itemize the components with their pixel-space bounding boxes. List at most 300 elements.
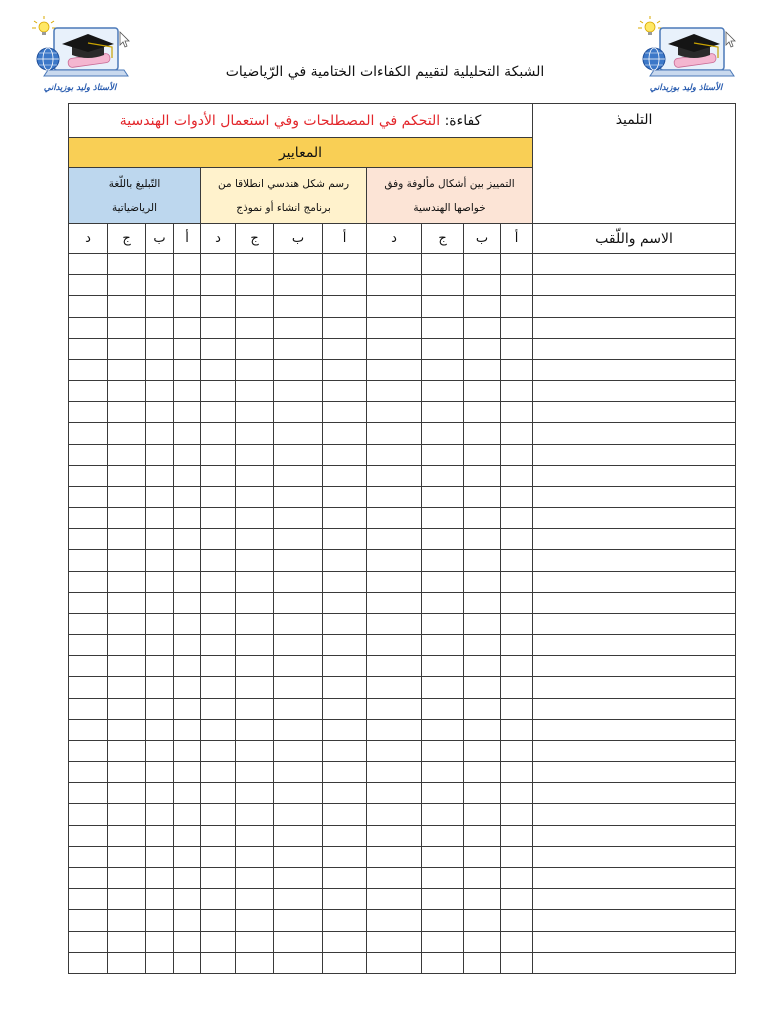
grade-mark-cell bbox=[274, 338, 323, 359]
grade-mark-cell bbox=[323, 867, 367, 888]
grade-mark-cell bbox=[501, 465, 533, 486]
grade-mark-cell bbox=[422, 296, 464, 317]
grade-mark-cell bbox=[69, 635, 108, 656]
grade-mark-cell bbox=[464, 698, 501, 719]
grade-mark-cell bbox=[367, 254, 422, 275]
lightbulb-icon bbox=[638, 16, 662, 35]
student-name-cell bbox=[533, 677, 736, 698]
grade-mark-cell bbox=[274, 783, 323, 804]
grade-mark-cell bbox=[274, 656, 323, 677]
grade-mark-cell bbox=[146, 359, 174, 380]
table-row bbox=[69, 529, 736, 550]
cursor-icon bbox=[120, 32, 129, 47]
grade-mark-cell bbox=[323, 931, 367, 952]
grade-mark-cell bbox=[201, 867, 236, 888]
table-row bbox=[69, 762, 736, 783]
grade-mark-cell bbox=[174, 254, 201, 275]
grade-mark-cell bbox=[274, 359, 323, 380]
grade-mark-cell bbox=[69, 359, 108, 380]
grade-mark-cell bbox=[464, 719, 501, 740]
grade-mark-cell bbox=[323, 402, 367, 423]
grade-mark-cell bbox=[146, 317, 174, 338]
grade-mark-cell bbox=[108, 550, 146, 571]
grade-mark-cell bbox=[367, 698, 422, 719]
student-name-cell bbox=[533, 254, 736, 275]
grade-mark-cell bbox=[422, 740, 464, 761]
grade-mark-cell bbox=[367, 296, 422, 317]
grade-mark-cell bbox=[274, 550, 323, 571]
grade-mark-cell bbox=[236, 381, 274, 402]
grade-mark-cell bbox=[464, 762, 501, 783]
grade-mark-cell bbox=[274, 529, 323, 550]
grade-mark-cell bbox=[501, 635, 533, 656]
table-row bbox=[69, 719, 736, 740]
grade-mark-cell bbox=[174, 550, 201, 571]
grade-mark-cell bbox=[108, 719, 146, 740]
grade-mark-cell bbox=[108, 910, 146, 931]
grade-mark-cell bbox=[501, 381, 533, 402]
grade-mark-cell bbox=[108, 465, 146, 486]
grade-mark-cell bbox=[323, 952, 367, 973]
grade-mark-cell bbox=[174, 677, 201, 698]
grade-mark-cell bbox=[201, 952, 236, 973]
grade-mark-cell bbox=[146, 486, 174, 507]
grade-mark-cell bbox=[501, 698, 533, 719]
grade-mark-cell bbox=[367, 613, 422, 634]
grade-mark-cell bbox=[422, 444, 464, 465]
grade-mark-cell bbox=[464, 508, 501, 529]
student-name-cell bbox=[533, 783, 736, 804]
grade-mark-cell bbox=[501, 825, 533, 846]
grade-mark-cell bbox=[146, 550, 174, 571]
table-row bbox=[69, 613, 736, 634]
grade-mark-cell bbox=[323, 381, 367, 402]
grade-mark-cell bbox=[174, 359, 201, 380]
grade-mark-cell bbox=[174, 465, 201, 486]
grade-mark-cell bbox=[201, 677, 236, 698]
criterion-text-line: التّبليغ باللّغة bbox=[108, 177, 161, 190]
grade-mark-cell bbox=[201, 889, 236, 910]
grade-mark-cell bbox=[274, 423, 323, 444]
table-row bbox=[69, 931, 736, 952]
grade-mark-cell bbox=[501, 656, 533, 677]
grade-mark-cell bbox=[422, 889, 464, 910]
grade-mark-cell bbox=[146, 846, 174, 867]
grade-mark-cell bbox=[422, 254, 464, 275]
grade-mark-cell bbox=[146, 275, 174, 296]
grade-mark-cell bbox=[422, 804, 464, 825]
grade-mark-cell bbox=[501, 444, 533, 465]
student-name-cell bbox=[533, 486, 736, 507]
grade-mark-cell bbox=[146, 529, 174, 550]
grade-mark-cell bbox=[236, 889, 274, 910]
grade-mark-cell bbox=[501, 846, 533, 867]
grade-mark-cell bbox=[501, 931, 533, 952]
grade-mark-cell bbox=[146, 254, 174, 275]
grade-mark-cell bbox=[367, 529, 422, 550]
grade-mark-cell bbox=[236, 508, 274, 529]
grade-mark-cell bbox=[236, 762, 274, 783]
table-row bbox=[69, 423, 736, 444]
grade-mark-cell bbox=[69, 444, 108, 465]
grade-mark-cell bbox=[69, 931, 108, 952]
grade-mark-cell bbox=[201, 296, 236, 317]
student-name-cell bbox=[533, 825, 736, 846]
grade-mark-cell bbox=[69, 677, 108, 698]
grade-mark-cell bbox=[501, 402, 533, 423]
grade-mark-cell bbox=[464, 613, 501, 634]
grade-mark-cell bbox=[201, 275, 236, 296]
grade-mark-cell bbox=[146, 804, 174, 825]
grade-mark-cell bbox=[464, 317, 501, 338]
grade-mark-cell bbox=[323, 910, 367, 931]
grade-mark-cell bbox=[108, 338, 146, 359]
grade-mark-cell bbox=[146, 910, 174, 931]
grade-mark-cell bbox=[367, 825, 422, 846]
grade-mark-cell bbox=[274, 889, 323, 910]
grade-mark-cell bbox=[422, 571, 464, 592]
grade-mark-cell bbox=[146, 296, 174, 317]
assessment-table bbox=[68, 103, 736, 974]
grade-mark-cell bbox=[174, 423, 201, 444]
grade-mark-cell bbox=[108, 571, 146, 592]
grade-mark-cell bbox=[69, 889, 108, 910]
grade-mark-cell bbox=[323, 635, 367, 656]
grade-mark-cell bbox=[69, 592, 108, 613]
grade-mark-cell bbox=[69, 338, 108, 359]
grade-mark-cell bbox=[274, 740, 323, 761]
grade-mark-cell bbox=[201, 317, 236, 338]
grade-mark-cell bbox=[236, 529, 274, 550]
grade-mark-cell bbox=[274, 952, 323, 973]
grade-mark-cell bbox=[274, 867, 323, 888]
grade-mark-cell bbox=[323, 465, 367, 486]
grade-mark-cell bbox=[274, 317, 323, 338]
grade-mark-cell bbox=[422, 465, 464, 486]
table-row bbox=[69, 804, 736, 825]
grade-level-header: ب bbox=[464, 224, 501, 254]
grade-mark-cell bbox=[323, 317, 367, 338]
student-name-cell bbox=[533, 656, 736, 677]
grade-mark-cell bbox=[422, 359, 464, 380]
student-name-cell bbox=[533, 444, 736, 465]
grade-mark-cell bbox=[323, 423, 367, 444]
grade-mark-cell bbox=[464, 931, 501, 952]
grade-mark-cell bbox=[201, 910, 236, 931]
grade-mark-cell bbox=[323, 338, 367, 359]
grade-mark-cell bbox=[201, 381, 236, 402]
criterion-text-line: خواصها الهندسية bbox=[413, 201, 486, 214]
grade-mark-cell bbox=[174, 508, 201, 529]
table-row bbox=[69, 677, 736, 698]
grade-mark-cell bbox=[201, 486, 236, 507]
grade-mark-cell bbox=[108, 656, 146, 677]
grade-mark-cell bbox=[274, 804, 323, 825]
grade-mark-cell bbox=[201, 592, 236, 613]
grade-mark-cell bbox=[108, 359, 146, 380]
document-title: الشبكة التحليلية لتقييم الكفاءات الختامية في الرّياضيات bbox=[225, 64, 545, 80]
grade-mark-cell bbox=[108, 486, 146, 507]
grade-mark-cell bbox=[323, 359, 367, 380]
grade-mark-cell bbox=[69, 296, 108, 317]
student-name-cell bbox=[533, 571, 736, 592]
grade-mark-cell bbox=[108, 846, 146, 867]
grade-mark-cell bbox=[323, 825, 367, 846]
grade-mark-cell bbox=[422, 338, 464, 359]
competency-value: التحكم في المصطلحات وفي استعمال الأدوات الهندسية bbox=[119, 112, 441, 129]
grade-mark-cell bbox=[367, 444, 422, 465]
grade-mark-cell bbox=[274, 635, 323, 656]
grade-mark-cell bbox=[464, 571, 501, 592]
student-name-cell bbox=[533, 762, 736, 783]
grade-mark-cell bbox=[464, 486, 501, 507]
grade-mark-cell bbox=[236, 677, 274, 698]
grade-mark-cell bbox=[323, 571, 367, 592]
grade-mark-cell bbox=[501, 889, 533, 910]
grade-mark-cell bbox=[422, 867, 464, 888]
criterion-shape-identification bbox=[367, 168, 533, 224]
grade-mark-cell bbox=[174, 317, 201, 338]
grade-mark-cell bbox=[274, 275, 323, 296]
grade-mark-cell bbox=[108, 317, 146, 338]
grade-mark-cell bbox=[69, 550, 108, 571]
grade-mark-cell bbox=[146, 423, 174, 444]
grade-mark-cell bbox=[236, 465, 274, 486]
grade-mark-cell bbox=[146, 719, 174, 740]
grade-mark-cell bbox=[69, 317, 108, 338]
table-row bbox=[69, 550, 736, 571]
grade-mark-cell bbox=[108, 804, 146, 825]
grade-mark-cell bbox=[69, 656, 108, 677]
grade-mark-cell bbox=[108, 444, 146, 465]
grade-mark-cell bbox=[146, 613, 174, 634]
grade-mark-cell bbox=[146, 635, 174, 656]
grade-mark-cell bbox=[323, 656, 367, 677]
grade-mark-cell bbox=[146, 783, 174, 804]
grade-mark-cell bbox=[236, 846, 274, 867]
grade-mark-cell bbox=[201, 656, 236, 677]
student-name-cell bbox=[533, 359, 736, 380]
grade-mark-cell bbox=[174, 846, 201, 867]
grade-mark-cell bbox=[146, 677, 174, 698]
grade-mark-cell bbox=[146, 698, 174, 719]
grade-mark-cell bbox=[69, 571, 108, 592]
grade-mark-cell bbox=[274, 846, 323, 867]
table-row bbox=[69, 846, 736, 867]
grade-mark-cell bbox=[464, 275, 501, 296]
table-row bbox=[69, 338, 736, 359]
grade-mark-cell bbox=[69, 719, 108, 740]
student-name-cell bbox=[533, 296, 736, 317]
grade-mark-cell bbox=[367, 423, 422, 444]
globe-icon bbox=[643, 48, 665, 70]
table-row bbox=[69, 444, 736, 465]
grade-mark-cell bbox=[108, 889, 146, 910]
grade-mark-cell bbox=[274, 486, 323, 507]
grade-mark-cell bbox=[146, 762, 174, 783]
grade-mark-cell bbox=[422, 529, 464, 550]
student-name-cell bbox=[533, 867, 736, 888]
grade-mark-cell bbox=[367, 740, 422, 761]
grade-mark-cell bbox=[464, 889, 501, 910]
grade-mark-cell bbox=[274, 571, 323, 592]
grade-mark-cell bbox=[464, 783, 501, 804]
grade-mark-cell bbox=[501, 486, 533, 507]
grade-mark-cell bbox=[201, 719, 236, 740]
table-row bbox=[69, 783, 736, 804]
student-name-cell bbox=[533, 910, 736, 931]
grade-mark-cell bbox=[236, 444, 274, 465]
grade-mark-cell bbox=[146, 465, 174, 486]
grade-level-header: أ bbox=[174, 224, 201, 254]
student-name-cell bbox=[533, 952, 736, 973]
grade-mark-cell bbox=[501, 613, 533, 634]
name-header: الاسم واللّقب bbox=[533, 224, 736, 254]
grade-mark-cell bbox=[274, 931, 323, 952]
grade-mark-cell bbox=[422, 952, 464, 973]
grade-level-header: أ bbox=[501, 224, 533, 254]
grade-mark-cell bbox=[422, 910, 464, 931]
grade-mark-cell bbox=[108, 931, 146, 952]
grade-level-header: ب bbox=[146, 224, 174, 254]
grade-mark-cell bbox=[236, 867, 274, 888]
grade-mark-cell bbox=[108, 762, 146, 783]
grade-mark-cell bbox=[274, 719, 323, 740]
student-name-cell bbox=[533, 719, 736, 740]
grade-mark-cell bbox=[236, 931, 274, 952]
grade-mark-cell bbox=[501, 359, 533, 380]
student-name-cell bbox=[533, 317, 736, 338]
grade-mark-cell bbox=[236, 338, 274, 359]
student-name-cell bbox=[533, 740, 736, 761]
grade-level-header: ج bbox=[422, 224, 464, 254]
logo-right bbox=[634, 14, 738, 96]
grade-mark-cell bbox=[501, 338, 533, 359]
grade-mark-cell bbox=[367, 783, 422, 804]
grade-mark-cell bbox=[274, 910, 323, 931]
grade-mark-cell bbox=[108, 952, 146, 973]
grade-level-header: د bbox=[201, 224, 236, 254]
grade-mark-cell bbox=[174, 889, 201, 910]
grade-mark-cell bbox=[367, 465, 422, 486]
student-name-cell bbox=[533, 465, 736, 486]
grade-mark-cell bbox=[323, 698, 367, 719]
grade-mark-cell bbox=[422, 613, 464, 634]
grade-mark-cell bbox=[236, 486, 274, 507]
grade-mark-cell bbox=[422, 656, 464, 677]
grade-mark-cell bbox=[201, 698, 236, 719]
grade-mark-cell bbox=[367, 508, 422, 529]
criteria-header: المعايير bbox=[69, 138, 533, 168]
grade-mark-cell bbox=[422, 275, 464, 296]
table-row bbox=[69, 910, 736, 931]
grade-mark-cell bbox=[201, 571, 236, 592]
grade-mark-cell bbox=[146, 867, 174, 888]
grade-mark-cell bbox=[323, 804, 367, 825]
grade-mark-cell bbox=[201, 402, 236, 423]
grade-mark-cell bbox=[501, 910, 533, 931]
grade-mark-cell bbox=[464, 529, 501, 550]
grade-mark-cell bbox=[236, 952, 274, 973]
grade-mark-cell bbox=[69, 910, 108, 931]
grade-mark-cell bbox=[174, 804, 201, 825]
cursor-icon bbox=[726, 32, 735, 47]
grade-mark-cell bbox=[464, 296, 501, 317]
student-name-cell bbox=[533, 698, 736, 719]
logo-text: الأستاذ وليد بوزيداني bbox=[649, 83, 723, 93]
grade-mark-cell bbox=[108, 529, 146, 550]
competency-row bbox=[69, 104, 736, 138]
grade-mark-cell bbox=[174, 656, 201, 677]
grade-mark-cell bbox=[146, 338, 174, 359]
grade-mark-cell bbox=[201, 465, 236, 486]
grade-mark-cell bbox=[464, 635, 501, 656]
table-row bbox=[69, 952, 736, 973]
grade-mark-cell bbox=[464, 550, 501, 571]
grade-mark-cell bbox=[236, 317, 274, 338]
grade-mark-cell bbox=[201, 423, 236, 444]
grade-mark-cell bbox=[108, 254, 146, 275]
grade-level-header: أ bbox=[323, 224, 367, 254]
grade-mark-cell bbox=[422, 698, 464, 719]
grade-mark-cell bbox=[236, 635, 274, 656]
grade-mark-cell bbox=[464, 254, 501, 275]
grade-mark-cell bbox=[146, 656, 174, 677]
student-name-cell bbox=[533, 402, 736, 423]
grade-mark-cell bbox=[422, 402, 464, 423]
grade-mark-cell bbox=[108, 825, 146, 846]
grade-mark-cell bbox=[422, 783, 464, 804]
student-name-cell bbox=[533, 846, 736, 867]
grade-mark-cell bbox=[236, 825, 274, 846]
grade-mark-cell bbox=[422, 486, 464, 507]
grade-mark-cell bbox=[236, 550, 274, 571]
grade-mark-cell bbox=[236, 592, 274, 613]
grade-mark-cell bbox=[108, 635, 146, 656]
grade-mark-cell bbox=[236, 571, 274, 592]
grade-mark-cell bbox=[501, 592, 533, 613]
grade-mark-cell bbox=[236, 402, 274, 423]
grade-mark-cell bbox=[108, 592, 146, 613]
grade-mark-cell bbox=[464, 867, 501, 888]
grade-mark-cell bbox=[201, 825, 236, 846]
grade-mark-cell bbox=[146, 571, 174, 592]
grade-mark-cell bbox=[174, 825, 201, 846]
grade-mark-cell bbox=[236, 804, 274, 825]
criterion-shape-drawing bbox=[201, 168, 367, 224]
criterion-text-line: الرياضياتية bbox=[111, 201, 158, 214]
logo-text: الأستاذ وليد بوزيداني bbox=[43, 83, 117, 93]
grade-mark-cell bbox=[323, 762, 367, 783]
grade-mark-cell bbox=[69, 508, 108, 529]
grade-mark-cell bbox=[501, 317, 533, 338]
grade-mark-cell bbox=[108, 740, 146, 761]
grade-mark-cell bbox=[422, 825, 464, 846]
grade-mark-cell bbox=[174, 338, 201, 359]
grade-mark-cell bbox=[367, 592, 422, 613]
grade-mark-cell bbox=[464, 910, 501, 931]
grade-mark-cell bbox=[464, 804, 501, 825]
table-row bbox=[69, 508, 736, 529]
student-name-cell bbox=[533, 275, 736, 296]
grade-mark-cell bbox=[464, 444, 501, 465]
grade-mark-cell bbox=[174, 296, 201, 317]
grade-mark-cell bbox=[422, 762, 464, 783]
grade-mark-cell bbox=[367, 846, 422, 867]
grade-mark-cell bbox=[367, 719, 422, 740]
grade-mark-cell bbox=[108, 508, 146, 529]
grade-mark-cell bbox=[201, 254, 236, 275]
